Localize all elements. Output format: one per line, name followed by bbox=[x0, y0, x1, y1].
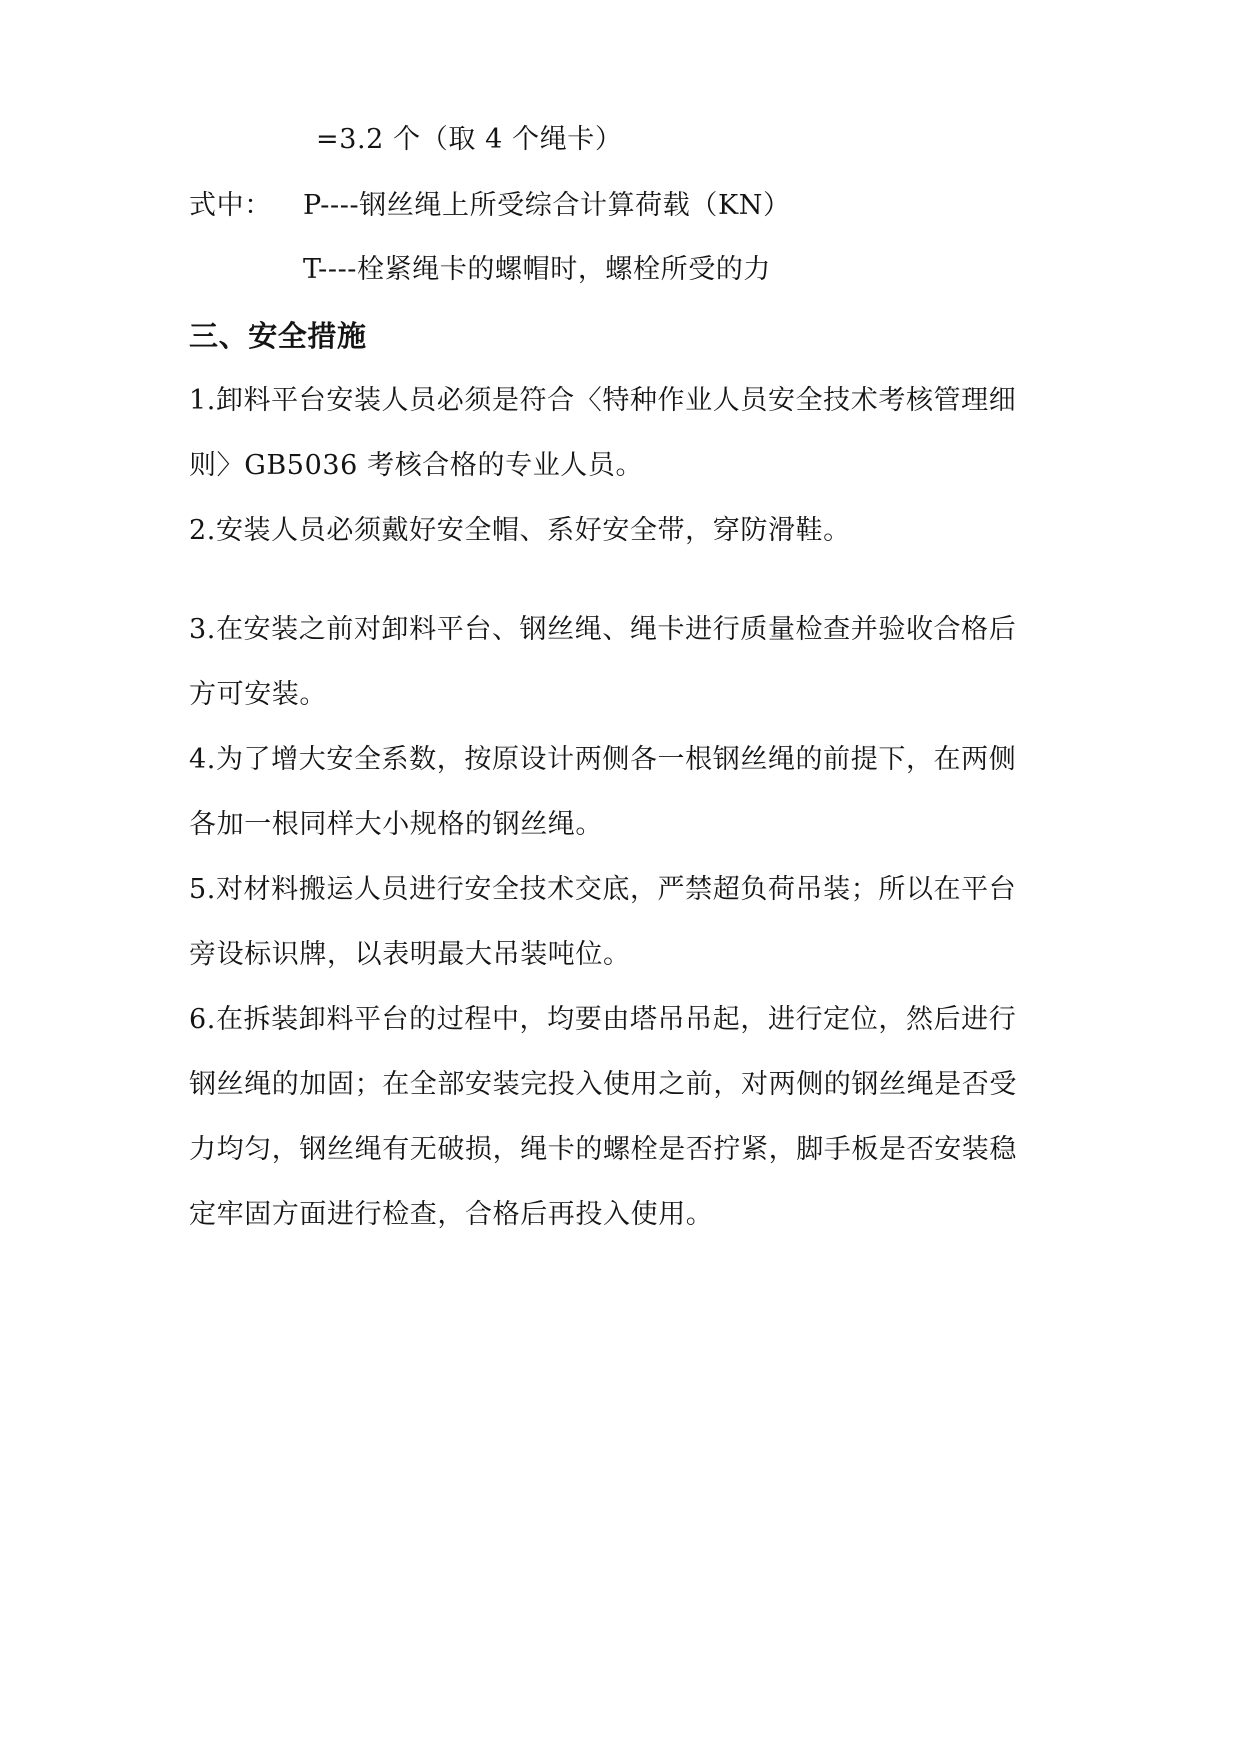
paragraph-line: 5.对材料搬运人员进行安全技术交底，严禁超负荷吊装；所以在平台 bbox=[189, 874, 1017, 905]
paragraph-line: 1.卸料平台安装人员必须是符合〈特种作业人员安全技术考核管理细 bbox=[189, 385, 1017, 416]
paragraph-line: 3.在安装之前对卸料平台、钢丝绳、绳卡进行质量检查并验收合格后 bbox=[189, 614, 1017, 645]
paragraph-line: 6.在拆装卸料平台的过程中，均要由塔吊吊起，进行定位，然后进行 bbox=[189, 1004, 1017, 1035]
paragraph-line: 旁设标识牌，以表明最大吊装吨位。 bbox=[189, 939, 631, 970]
paragraph-line: 钢丝绳的加固；在全部安装完投入使用之前，对两侧的钢丝绳是否受 bbox=[189, 1069, 1017, 1100]
paragraph-line: 力均匀，钢丝绳有无破损，绳卡的螺栓是否拧紧，脚手板是否安装稳 bbox=[189, 1134, 1017, 1165]
paragraph-line: 4.为了增大安全系数，按原设计两侧各一根钢丝绳的前提下，在两侧 bbox=[189, 744, 1017, 775]
legend-item-t: T----栓紧绳卡的螺帽时，螺栓所受的力 bbox=[303, 254, 772, 285]
legend-item-p: P----钢丝绳上所受综合计算荷载（KN） bbox=[303, 190, 791, 221]
paragraph-line: 各加一根同样大小规格的钢丝绳。 bbox=[189, 809, 603, 840]
paragraph-line: 方可安装。 bbox=[189, 679, 327, 710]
legend-row-p bbox=[189, 188, 791, 224]
section-heading: 三、安全措施 bbox=[189, 319, 367, 353]
paragraph-line: 2.安装人员必须戴好安全帽、系好安全带，穿防滑鞋。 bbox=[189, 515, 851, 546]
legend-label: 式中： bbox=[189, 190, 272, 221]
paragraph-line: 则〉GB5036 考核合格的专业人员。 bbox=[189, 450, 644, 481]
paragraph-line: 定牢固方面进行检查，合格后再投入使用。 bbox=[189, 1199, 714, 1230]
formula-result: =3.2 个（取 4 个绳卡） bbox=[316, 124, 623, 155]
